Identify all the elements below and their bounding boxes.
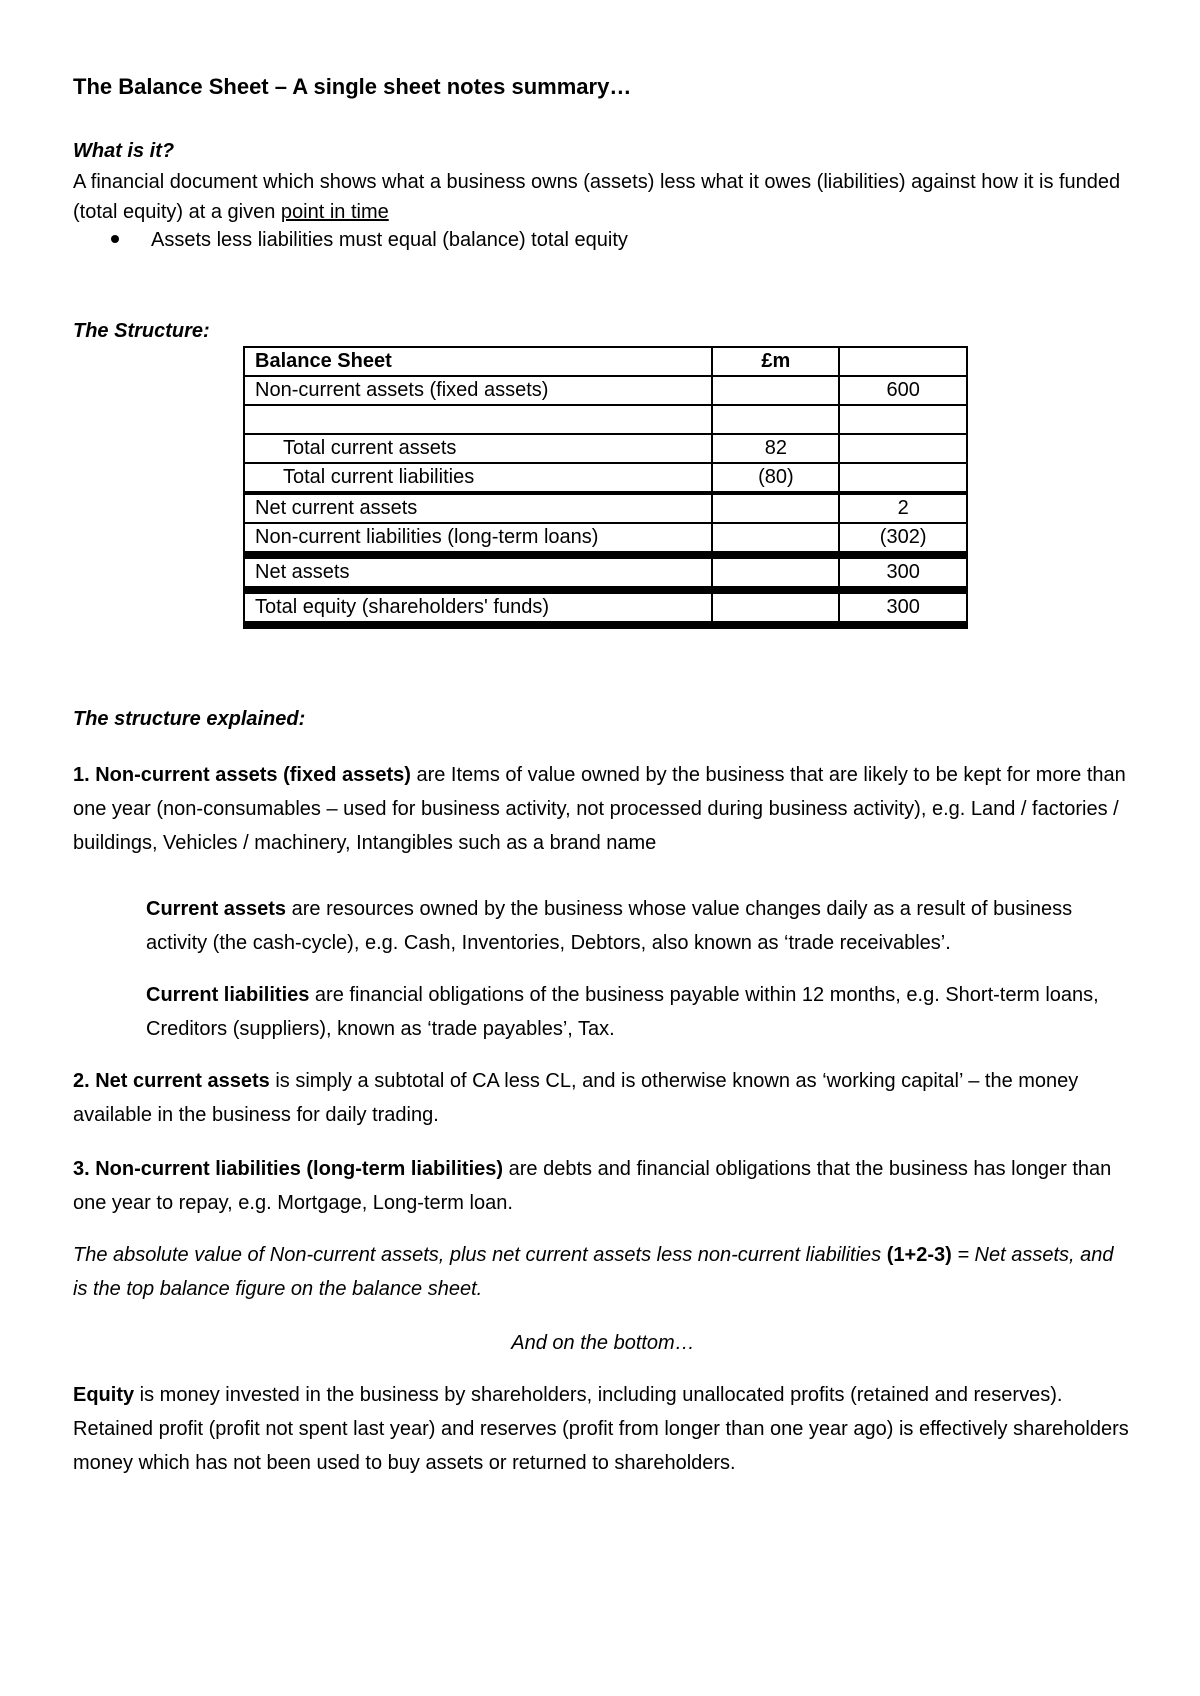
bullet-text: Assets less liabilities must equal (balance) total equity — [151, 229, 628, 251]
text-non-current-assets: are Items of value owned by the business that are likely to be kept for more than one year (non-consumables – used for business activity, not processed during business activity), e.g. Land / factories / buildings, Vehicles / machinery, Intangibles such as a brand name — [73, 764, 1126, 854]
row-label: Total current liabilities — [244, 463, 712, 493]
table-row — [244, 523, 967, 555]
paragraph-non-current-liabilities — [73, 1152, 1133, 1220]
row-label: Net current assets — [244, 493, 712, 523]
row-col3: 2 — [839, 493, 967, 523]
row-col2: 82 — [712, 434, 839, 463]
paragraph-net-current-assets — [73, 1064, 1133, 1132]
table-header-row — [244, 347, 967, 376]
table-row — [244, 405, 967, 434]
row-label: Non-current liabilities (long-term loans) — [244, 523, 712, 555]
paragraph-current-liabilities — [146, 978, 1131, 1046]
row-label — [244, 405, 712, 434]
text-current-assets: are resources owned by the business whose value changes daily as a result of business activity (the cash-cycle), e.g. Cash, Inventories, Debtors, also known as ‘trade receivables’. — [146, 898, 1073, 954]
row-col2 — [712, 493, 839, 523]
structure-heading: The Structure: — [73, 320, 210, 342]
row-label: Total equity (shareholders' funds) — [244, 590, 712, 625]
row-col3 — [839, 463, 967, 493]
term-non-current-liabilities: 3. Non-current liabilities (long-term liabilities) — [73, 1158, 504, 1180]
row-label: Net assets — [244, 555, 712, 590]
row-label: Non-current assets (fixed assets) — [244, 376, 712, 405]
table-row — [244, 434, 967, 463]
table-row — [244, 555, 967, 590]
table-row — [244, 493, 967, 523]
header-currency-cell: £m — [712, 347, 839, 376]
document-title: The Balance Sheet – A single sheet notes summary… — [73, 74, 632, 99]
row-col3: 300 — [839, 590, 967, 625]
term-current-liabilities: Current liabilities — [146, 984, 310, 1006]
row-col3: 600 — [839, 376, 967, 405]
header-blank-cell — [839, 347, 967, 376]
what-is-it-text: A financial document which shows what a business owns (assets) less what it owes (liabilities) against how it is funded (total equity) at a given — [73, 171, 1121, 223]
paragraph-net-assets-summary — [73, 1238, 1133, 1306]
text-current-liabilities: are financial obligations of the business payable within 12 months, e.g. Short-term loans, Creditors (suppliers), known as ‘trade payables’, Tax. — [146, 984, 1099, 1040]
summary-text-post: = Net assets, and is the top balance figure on the balance sheet. — [73, 1244, 1114, 1300]
row-col2 — [712, 523, 839, 555]
what-is-it-heading: What is it? — [73, 140, 175, 162]
balance-bullet — [73, 229, 628, 252]
text-net-current-assets: is simply a subtotal of CA less CL, and is otherwise known as ‘working capital’ – the money available in the business for daily trading. — [73, 1070, 1079, 1126]
table-row — [244, 463, 967, 493]
paragraph-current-assets — [146, 892, 1131, 960]
what-is-it-body — [73, 167, 1133, 227]
row-col2 — [712, 590, 839, 625]
row-col3 — [839, 434, 967, 463]
bullet-icon — [111, 235, 119, 243]
header-label-cell: Balance Sheet — [244, 347, 712, 376]
row-col3: (302) — [839, 523, 967, 555]
paragraph-equity — [73, 1378, 1133, 1480]
row-col2: (80) — [712, 463, 839, 493]
term-net-current-assets: 2. Net current assets — [73, 1070, 270, 1092]
term-non-current-assets: 1. Non-current assets (fixed assets) — [73, 764, 411, 786]
summary-text-pre: The absolute value of Non-current assets, plus net current assets less non-current liabilities — [73, 1244, 887, 1266]
term-current-assets: Current assets — [146, 898, 287, 920]
summary-formula: (1+2-3) — [886, 1244, 952, 1266]
balance-sheet-table — [243, 346, 968, 629]
row-col3: 300 — [839, 555, 967, 590]
term-equity: Equity — [73, 1384, 135, 1406]
table-row — [244, 590, 967, 625]
text-non-current-liabilities: are debts and financial obligations that the business has longer than one year to repay, e.g. Mortgage, Long-term loan. — [73, 1158, 1112, 1214]
and-on-the-bottom — [73, 1326, 1133, 1360]
paragraph-non-current-assets — [73, 758, 1133, 860]
and-on-the-bottom-text: And on the bottom… — [511, 1332, 695, 1354]
row-col2 — [712, 405, 839, 434]
row-col3 — [839, 405, 967, 434]
structure-explained-heading: The structure explained: — [73, 708, 306, 730]
point-in-time-underlined: point in time — [280, 201, 389, 223]
text-equity: is money invested in the business by shareholders, including unallocated profits (retained and reserves). Retained profit (profit not spent last year) and reserves (profit from longer than one year ago) is effectively shareholders money which has not been used to buy assets or returned to shareholders. — [73, 1384, 1129, 1474]
row-col2 — [712, 555, 839, 590]
table-row — [244, 376, 967, 405]
row-col2 — [712, 376, 839, 405]
row-label: Total current assets — [244, 434, 712, 463]
